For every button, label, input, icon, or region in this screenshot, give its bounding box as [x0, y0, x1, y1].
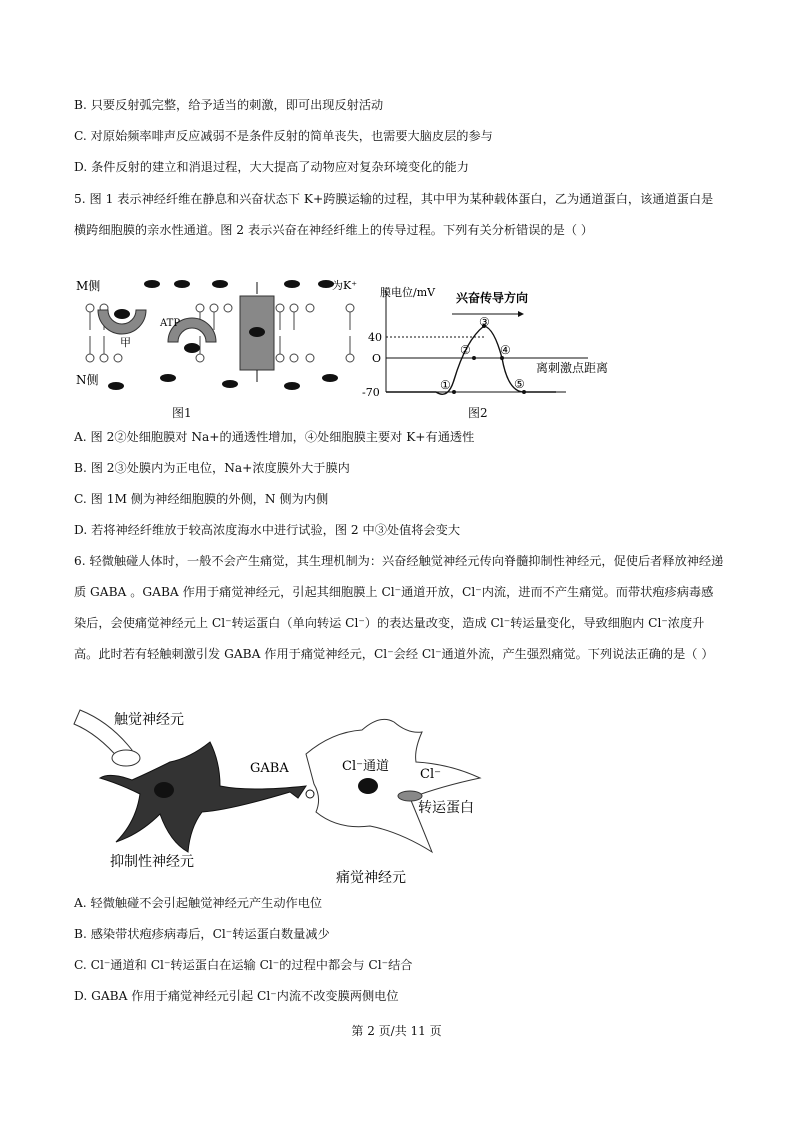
q6-option-c: C. Cl⁻通道和 Cl⁻转运蛋白在运输 Cl⁻的过程中都会与 Cl⁻结合 [74, 958, 413, 972]
jia-label: 甲 [120, 336, 131, 349]
point-3: ③ [479, 315, 490, 329]
ap-curve [386, 326, 556, 394]
figure-1-membrane [70, 274, 370, 424]
fig2-xlabel: 离刺激点距离 [536, 361, 609, 375]
q6-option-a: A. 轻微触碰不会引起触觉神经元产生动作电位 [74, 896, 323, 910]
pain-label: 痛觉神经元 [336, 870, 406, 886]
q5-option-a: A. 图 2②处细胞膜对 Na+的通透性增加，④处细胞膜主要对 K+有通透性 [74, 430, 475, 444]
figure-1-caption: 图1 [172, 406, 192, 420]
k-legend: 为K⁺ [332, 279, 358, 292]
k-ion [114, 309, 130, 319]
q5-option-c: C. 图 1M 侧为神经细胞膜的外侧，N 侧为内侧 [74, 492, 329, 506]
q5-stem: 5. 图 1 表示神经纤维在静息和兴奋状态下 K+跨膜运输的过程，其中甲为某种载体蛋白，乙为通道蛋白，该通道蛋白是横跨细胞膜的亲水性通道。图 2 表示兴奋在神经纤维上的传导过程。下列有关分析错误的是（ ） [74, 192, 714, 237]
m-side-label: M侧 [76, 279, 101, 293]
tick-minus70: -70 [362, 386, 380, 399]
point-5: ⑤ [514, 377, 525, 391]
tick-0: O [372, 352, 382, 365]
n-side-label: N侧 [76, 373, 99, 387]
tick-40: 40 [368, 331, 382, 344]
page-footer: 第 2 页/共 11 页 [351, 1024, 442, 1038]
point-2: ② [460, 343, 471, 357]
fig2-ylabel: 膜电位/mV [380, 286, 436, 299]
q4-option-d: D. 条件反射的建立和消退过程，大大提高了动物应对复杂环境变化的能力 [74, 160, 469, 174]
q4-option-c: C. 对原始频率啡声反应减弱不是条件反射的简单丧失，也需要大脑皮层的参与 [74, 129, 493, 143]
point-4: ④ [500, 343, 511, 357]
touch-neuron-label: 触觉神经元 [114, 712, 184, 728]
point-1: ① [440, 378, 451, 392]
inhibitory-label: 抑制性神经元 [110, 854, 194, 870]
figure-neurons [70, 702, 490, 890]
figure-2-caption: 图2 [468, 406, 488, 420]
cl-label: Cl⁻ [420, 767, 441, 782]
cl-channel-label: Cl⁻通道 [342, 759, 389, 774]
gaba-label: GABA [250, 761, 289, 776]
q6-option-d: D. GABA 作用于痛觉神经元引起 Cl⁻内流不改变膜两侧电位 [74, 989, 399, 1003]
q4-option-b: B. 只要反射弧完整，给予适当的刺激，即可出现反射活动 [74, 98, 384, 112]
q5-option-d: D. 若将神经纤维放于较高浓度海水中进行试验，图 2 中③处值将会变大 [74, 523, 461, 537]
transporter-label: 转运蛋白 [418, 800, 474, 816]
q5-option-b: B. 图 2③处膜内为正电位，Na+浓度膜外大于膜内 [74, 461, 350, 475]
atp-label: ATP [160, 318, 181, 329]
figure-2-action-potential [356, 280, 626, 404]
k-ion [249, 327, 265, 337]
pain-neuron-body [306, 719, 480, 852]
fig2-direction: 兴奋传导方向 [456, 291, 529, 305]
q6-stem: 6. 轻微触碰人体时，一般不会产生痛觉，其生理机制为：兴奋经触觉神经元传向脊髓抑制性神经元，促使后者释放神经递质 GABA 。GABA 作用于痛觉神经元，引起其细胞膜上 Cl⁻通道开放，Cl⁻内流，进而不产生痛觉。而带状疱疹病毒感染后，会使痛觉神经元上 Cl⁻转运蛋白（单向转运 Cl⁻）的表达量改变，造成 Cl⁻转运量变化，导致细胞内 Cl⁻浓度升高。此时若有轻触刺激引发 GABA 作用于痛觉神经元，Cl⁻会经 Cl⁻通道外流，产生强烈痛觉。下列说法正确的是（ ） [74, 554, 724, 661]
k-ion [184, 343, 200, 353]
q6-option-b: B. 感染带状疱疹病毒后，Cl⁻转运蛋白数量减少 [74, 927, 330, 941]
